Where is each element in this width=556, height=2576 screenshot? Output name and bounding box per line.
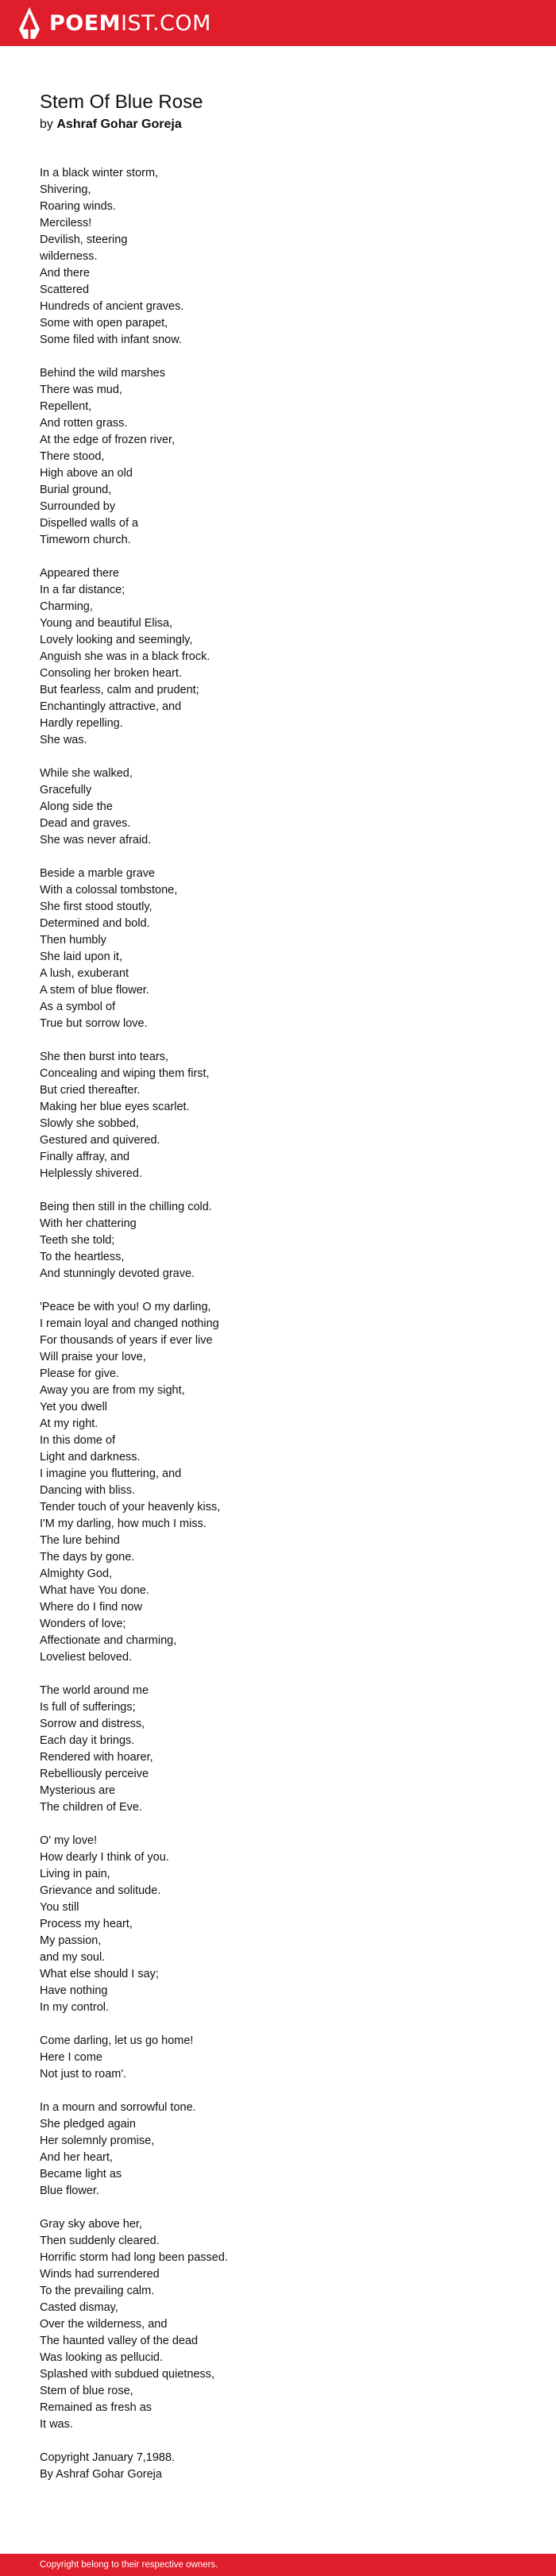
poem-line: The haunted valley of the dead [40, 2335, 199, 2347]
poem-line: Hundreds of ancient graves. [40, 300, 184, 313]
poem-line: A lush, exuberant [40, 967, 129, 980]
poem-line: While she walked, [40, 767, 133, 780]
poem-stanza [40, 365, 516, 549]
poem-line: Wonders of love; [40, 1618, 126, 1630]
poem-line: With a colossal tombstone, [40, 884, 178, 897]
poem-line: To the prevailing calm. [40, 2285, 155, 2297]
poem-line: Roaring winds. [40, 200, 116, 213]
site-name [49, 11, 211, 36]
poem-line: Blue flower. [40, 2185, 99, 2197]
poem-line: Young and beautiful Elisa, [40, 617, 173, 630]
poem-line: Grievance and solitude. [40, 1884, 161, 1897]
poem-stanza [40, 2450, 516, 2483]
poem-line: But cried thereafter. [40, 1084, 141, 1097]
poem-line: At my right. [40, 1417, 98, 1430]
poem-line: Behind the wild marshes [40, 367, 165, 380]
poem-stanza [40, 866, 516, 1032]
poem-line: And her heart, [40, 2151, 113, 2164]
poem-line: Along side the [40, 800, 113, 813]
poem-line: Shivering, [40, 183, 91, 196]
poem-line: Then suddenly cleared. [40, 2235, 160, 2247]
poem-line: Copyright January 7,1988. [40, 2451, 176, 2464]
poem-line: Sorrow and distress, [40, 1718, 145, 1730]
poem-line: Became light as [40, 2168, 122, 2181]
poem-line: With her chattering [40, 1217, 137, 1230]
poem-line: 'Peace be with you! O my darling, [40, 1301, 211, 1313]
poem-line: Hardly repelling. [40, 717, 123, 730]
poem-stanza [40, 765, 516, 849]
poem-line: Yet you dwell [40, 1401, 107, 1413]
poem-line: Where do I find now [40, 1601, 142, 1614]
poem-line: What else should I say; [40, 1968, 159, 1980]
poem-line: Appeared there [40, 567, 119, 580]
poem-line: Being then still in the chilling cold. [40, 1201, 212, 1213]
poem-line: Gestured and quivered. [40, 1134, 160, 1147]
poem-line: In a black winter storm, [40, 167, 159, 179]
poem-line: Making her blue eyes scarlet. [40, 1101, 190, 1113]
poem-line: wilderness. [40, 250, 98, 263]
poem-line: As a symbol of [40, 1001, 116, 1013]
poem-line: Helplessly shivered. [40, 1167, 142, 1180]
poem-line: She laid upon it, [40, 951, 122, 963]
poem-line: Determined and bold. [40, 917, 150, 930]
poem-line: By Ashraf Gohar Goreja [40, 2468, 162, 2481]
footer-bar [0, 2554, 556, 2576]
poem-line: In this dome of [40, 1434, 116, 1447]
poem-line: I remain loyal and changed nothing [40, 1317, 219, 1330]
poem-stanza [40, 1049, 516, 1182]
poem-line: Affectionate and charming, [40, 1634, 177, 1647]
poem-line: Dead and graves. [40, 817, 131, 830]
poem-line: Beside a marble grave [40, 867, 156, 880]
poem-line: Teeth she told; [40, 1234, 115, 1247]
poem-line: Each day it brings. [40, 1734, 135, 1747]
poem-line: Merciless! [40, 217, 92, 229]
poem-line: She first stood stoutly, [40, 900, 153, 913]
poem-stanza [40, 2033, 516, 2083]
poem-line: Was looking as pellucid. [40, 2351, 164, 2364]
site-logo[interactable] [17, 7, 211, 39]
poem-line: For thousands of years if ever live [40, 1334, 213, 1347]
poem-stanza [40, 2100, 516, 2200]
poem-stanza [40, 1833, 516, 2016]
poem-line: And rotten grass. [40, 417, 128, 430]
poem-line: Stem of blue rose, [40, 2385, 133, 2397]
poem-line: Loveliest beloved. [40, 1651, 133, 1664]
poem-line: Light and darkness. [40, 1451, 141, 1463]
top-bar [0, 0, 556, 46]
poem-line: Consoling her broken heart. [40, 667, 182, 680]
poem-line: Come darling, let us go home! [40, 2034, 194, 2047]
poem-stanza [40, 565, 516, 749]
poem-line: Not just to roam'. [40, 2068, 127, 2080]
poem-line: She pledged again [40, 2118, 136, 2131]
poem-line: And stunningly devoted grave. [40, 1267, 195, 1280]
poem-line: I imagine you fluttering, and [40, 1467, 182, 1480]
poem-line: Timeworn church. [40, 534, 131, 546]
poem-line: You still [40, 1901, 79, 1914]
by-label: by [40, 118, 53, 131]
poem-line: The lure behind [40, 1534, 120, 1547]
poem-line: Enchantingly attractive, and [40, 700, 182, 713]
poem-line: Surrounded by [40, 500, 116, 513]
poem-line: In a far distance; [40, 584, 125, 596]
poem-content [40, 91, 516, 2500]
poem-line: Devilish, steering [40, 233, 128, 246]
poem-line: Is full of sufferings; [40, 1701, 136, 1714]
poem-line: Have nothing [40, 1984, 108, 1997]
poem-line: Winds had surrendered [40, 2268, 160, 2281]
poem-line: There was mud, [40, 384, 122, 396]
poem-line: Dispelled walls of a [40, 517, 139, 530]
logo-bold-text: POEM [49, 10, 122, 36]
poem-body [40, 165, 516, 2483]
poem-line: Living in pain, [40, 1868, 110, 1880]
poem-line: Away you are from my sight, [40, 1384, 185, 1397]
footer-copyright: Copyright belong to their respective owners. [40, 2560, 218, 2570]
poem-line: At the edge of frozen river, [40, 434, 176, 446]
poem-line: She was. [40, 734, 87, 746]
poem-line: A stem of blue flower. [40, 984, 149, 997]
poem-line: Mysterious are [40, 1784, 116, 1797]
poem-line: and my soul. [40, 1951, 106, 1964]
poem-line: True but sorrow love. [40, 1017, 148, 1030]
poem-line: What have You done. [40, 1584, 149, 1597]
poem-line: Some with open parapet, [40, 317, 168, 330]
poem-line: Over the wilderness, and [40, 2318, 168, 2331]
poem-line: High above an old [40, 467, 133, 480]
poem-line: Dancing with bliss. [40, 1484, 136, 1497]
poem-line: She then burst into tears, [40, 1051, 169, 1063]
poem-line: My passion, [40, 1934, 102, 1947]
poem-line: Finally affray, and [40, 1151, 130, 1163]
poem-line: Gray sky above her, [40, 2218, 142, 2231]
poem-line: Scattered [40, 283, 90, 296]
poem-line: To the heartless, [40, 1251, 125, 1263]
poem-stanza [40, 1683, 516, 1816]
poem-line: But fearless, calm and prudent; [40, 684, 199, 696]
poem-line: In my control. [40, 2001, 110, 2014]
poem-stanza [40, 1199, 516, 1282]
poem-line: Her solemnly promise, [40, 2134, 155, 2147]
poem-line: Process my heart, [40, 1918, 133, 1930]
poem-line: Some filed with infant snow. [40, 334, 182, 346]
poem-title: Stem Of Blue Rose [40, 91, 203, 113]
poem-line: The days by gone. [40, 1551, 135, 1564]
poem-line: I'M my darling, how much I miss. [40, 1517, 207, 1530]
pen-nib-icon [17, 7, 41, 39]
poem-line: Splashed with subdued quietness, [40, 2368, 215, 2381]
poem-line: Burial ground, [40, 484, 112, 496]
poem-line: Remained as fresh as [40, 2401, 153, 2414]
byline [40, 116, 516, 133]
poem-line: How dearly I think of you. [40, 1851, 169, 1864]
poem-line: Lovely looking and seemingly, [40, 634, 193, 646]
poem-line: Please for give. [40, 1367, 119, 1380]
poem-line: Almighty God, [40, 1568, 113, 1580]
poem-line: Then humbly [40, 934, 106, 947]
poem-line: Here I come [40, 2051, 102, 2064]
poem-line: The children of Eve. [40, 1801, 142, 1814]
poem-line: Horrific storm had long been passed. [40, 2251, 228, 2264]
poem-line: Casted dismay, [40, 2301, 118, 2314]
poem-line: Concealing and wiping them first, [40, 1067, 210, 1080]
poem-line: Repellent, [40, 400, 92, 413]
poem-line: And there [40, 267, 90, 280]
poem-line: Anguish she was in a black frock. [40, 650, 210, 663]
poem-line: Slowly she sobbed, [40, 1117, 139, 1130]
poem-line: O' my love! [40, 1834, 98, 1847]
logo-light-text: IST.COM [121, 10, 211, 36]
poem-stanza [40, 2216, 516, 2433]
poem-stanza [40, 1299, 516, 1666]
poem-line: She was never afraid. [40, 834, 152, 846]
poem-line: Gracefully [40, 784, 92, 796]
poem-line: Tender touch of your heavenly kiss, [40, 1501, 221, 1514]
poem-line: In a mourn and sorrowful tone. [40, 2101, 196, 2114]
poem-line: Charming, [40, 600, 93, 613]
poem-line: There stood, [40, 450, 105, 463]
poem-stanza [40, 165, 516, 349]
poem-line: Will praise your love, [40, 1351, 146, 1363]
author-name: Ashraf Gohar Goreja [56, 118, 182, 131]
poem-line: It was. [40, 2418, 73, 2431]
poem-line: The world around me [40, 1684, 149, 1697]
poem-line: Rebelliously perceive [40, 1768, 149, 1780]
poem-line: Rendered with hoarer, [40, 1751, 153, 1764]
